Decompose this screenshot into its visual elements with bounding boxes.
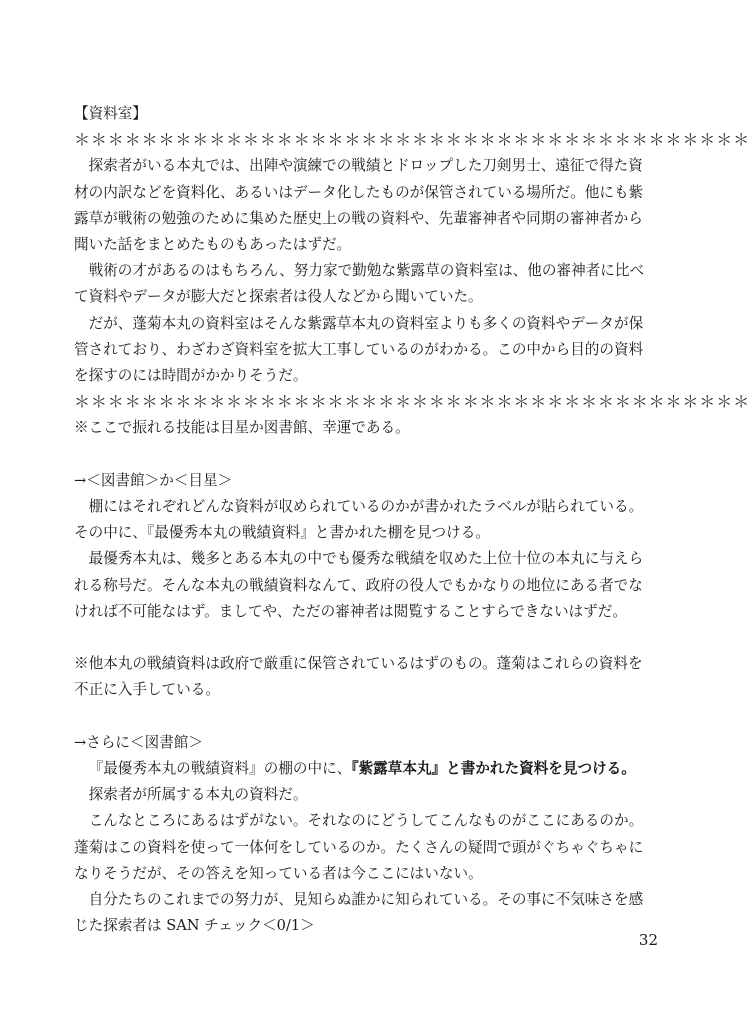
paragraph-9: 自分たちのこれまでの努力が、見知らぬ誰かに知られている。その事に不気味さを感じた探索者は SAN チェック＜0/1＞ [74, 891, 644, 935]
paragraph-7: 探索者が所属する本丸の資料だ。 [88, 786, 308, 804]
page-number: 32 [638, 931, 658, 949]
paragraph-6-emphasis: 『紫露草本丸』と書かれた資料を見つける。 [351, 760, 636, 778]
blank-line [74, 625, 654, 651]
paragraph-1: 探索者がいる本丸では、出陣や演練での戦績とドロップした刀剣男士、遠征で得た資材の内訳などを資料化、あるいはデータ化したものが保管されている場所だ。他にも紫露草が戦術の勉強のために集めた歴史上の戦の資料や、先輩審神者や同期の審神者から聞いた話をまとめたものもあったはずだ。 [74, 157, 644, 254]
star-divider-bottom: ＊＊＊＊＊＊＊＊＊＊＊＊＊＊＊＊＊＊＊＊＊＊＊＊＊＊＊＊＊＊＊＊＊＊＊＊＊＊＊＊ [74, 392, 750, 412]
paragraph-6 [74, 756, 654, 782]
skill-heading-library-more: →さらに＜図書館＞ [74, 733, 203, 751]
paragraph-6-lead: 『最優秀本丸の戦績資料』の棚の中に、 [88, 760, 352, 778]
paragraph-5: 最優秀本丸は、幾多とある本丸の中でも優秀な戦績を収めた上位十位の本丸に与えられる称号だ。そんな本丸の戦績資料なんて、政府の役人でもかなりの地位にある者でなければ不可能なはず。ましてや、ただの審神者は閲覧することすらできないはずだ。 [74, 550, 644, 620]
secret-note: ※他本丸の戦績資料は政府で厳重に保管されているはずのもの。蓬菊はこれらの資料を不正に入手している。 [74, 655, 643, 699]
paragraph-8: こんなところにあるはずがない。それなのにどうしてこんなものがここにあるのか。蓬菊はこの資料を使って一体何をしているのか。たくさんの疑問で頭がぐちゃぐちゃになりそうだが、その答えを知っている者は今ここにはいない。 [74, 812, 644, 882]
page-content [74, 101, 750, 939]
paragraph-3: だが、蓬菊本丸の資料室はそんな紫露草本丸の資料室よりも多くの資料やデータが保管されており、わざわざ資料室を拡大工事しているのがわかる。この中から目的の資料を探すのには時間がかかりそうだ。 [74, 314, 644, 385]
blank-line [74, 704, 654, 730]
star-divider-top: ＊＊＊＊＊＊＊＊＊＊＊＊＊＊＊＊＊＊＊＊＊＊＊＊＊＊＊＊＊＊＊＊＊＊＊＊＊＊＊＊ [74, 130, 750, 150]
blank-line [74, 442, 654, 468]
paragraph-4: 棚にはそれぞれどんな資料が収められているのかが書かれたラベルが貼られている。その中に、『最優秀本丸の戦績資料』と書かれた棚を見つける。 [74, 498, 644, 542]
skill-note: ※ここで振れる技能は目星か図書館、幸運である。 [74, 419, 410, 437]
section-title: 【資料室】 [74, 105, 147, 122]
skill-heading-library-spot: →＜図書館＞か＜目星＞ [74, 471, 233, 489]
paragraph-2: 戦術の才があるのはもちろん、努力家で勤勉な紫露草の資料室は、他の審神者に比べて資料やデータが膨大だと探索者は役人などから聞いていた。 [74, 262, 645, 306]
